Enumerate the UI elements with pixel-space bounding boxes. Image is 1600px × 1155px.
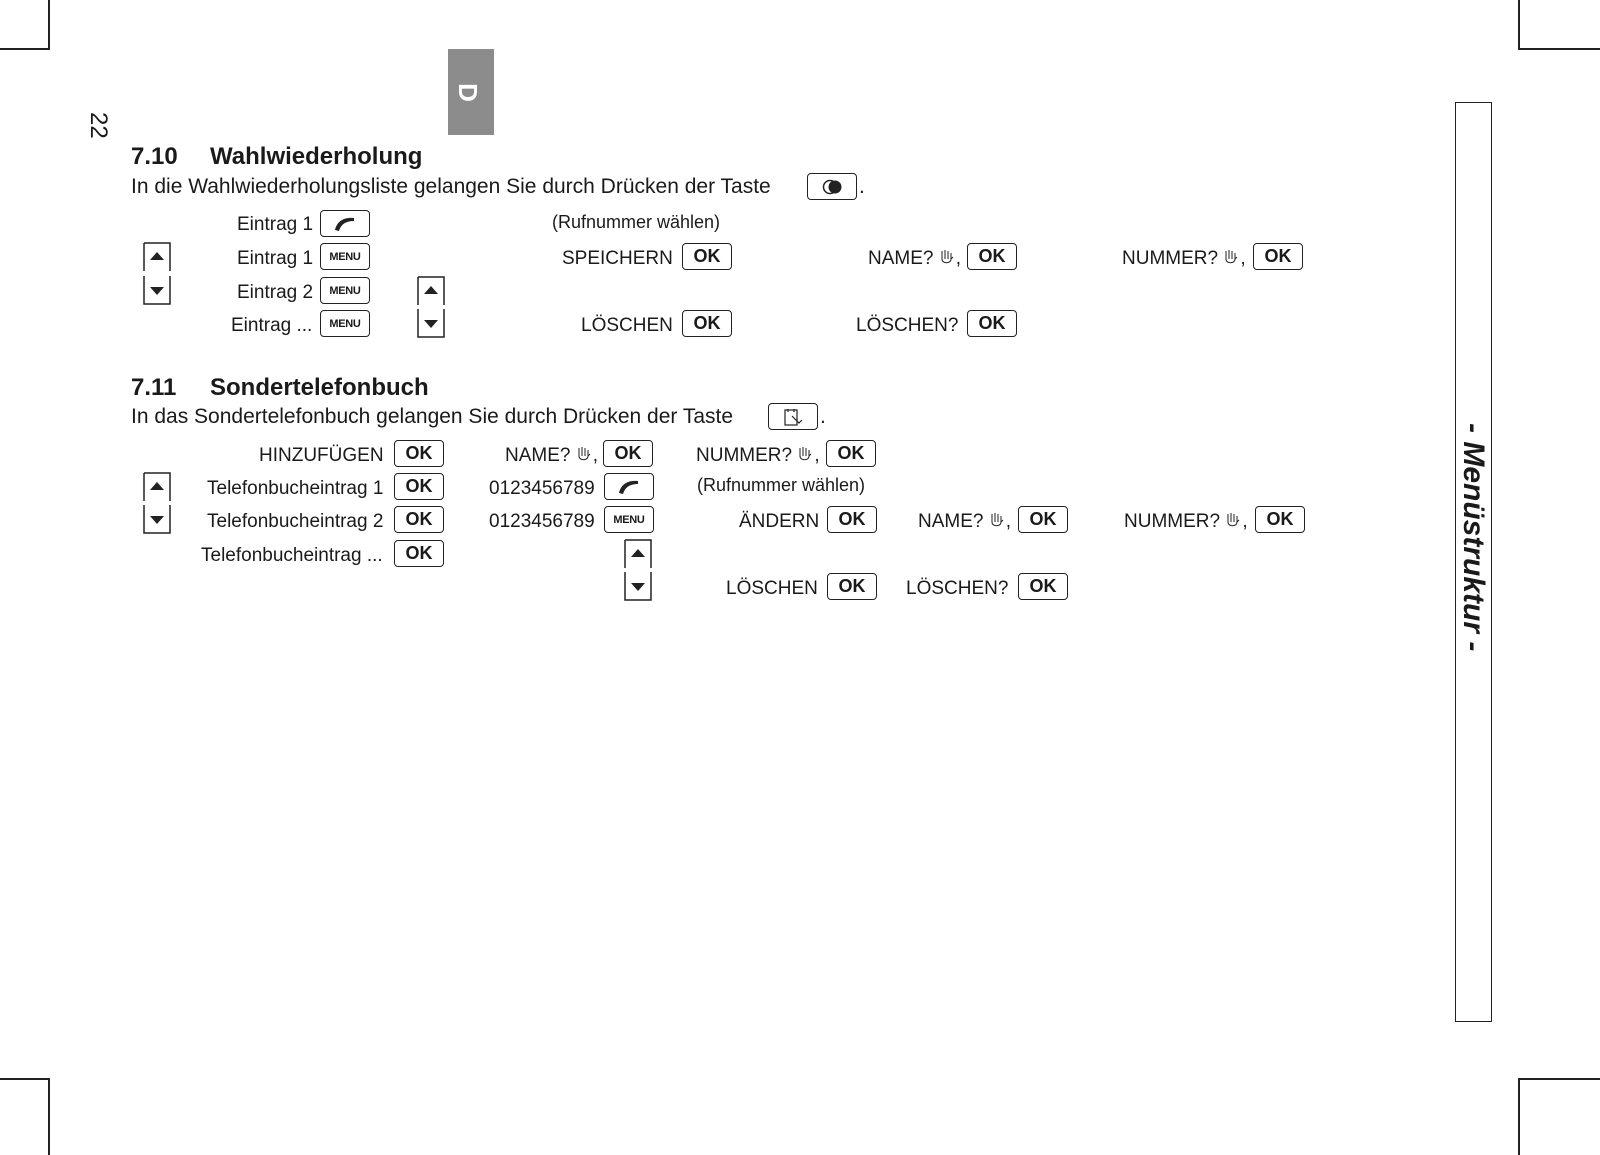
ok-key: OK (682, 310, 732, 337)
comma: , (814, 445, 820, 466)
section-710-title: Wahlwiederholung (210, 143, 423, 170)
delete-label: LÖSCHEN (726, 578, 818, 599)
menu-key: MENU (320, 243, 370, 270)
redial-key-icon (815, 179, 849, 195)
section-711-intro: In das Sondertelefonbuch gelangen Sie durch Drücken der Taste (131, 405, 734, 428)
ok-key: OK (394, 540, 444, 567)
redial-key (807, 173, 857, 200)
phonebook-key (768, 403, 818, 430)
section-710-intro-end: . (859, 175, 865, 198)
entry-label: Eintrag ... (231, 315, 313, 336)
menu-key: MENU (604, 506, 654, 533)
crop-mark-bottom-right (1518, 1078, 1600, 1155)
menu-key: MENU (320, 277, 370, 304)
menu-key: MENU (320, 310, 370, 337)
call-key (604, 473, 654, 500)
crop-mark-top-left (0, 0, 50, 50)
section-711-intro-end: . (820, 405, 826, 428)
keypad-icon (577, 446, 592, 463)
ok-key: OK (394, 473, 444, 500)
arrow-down-icon (143, 504, 171, 534)
phone-handset-icon (616, 478, 642, 496)
page-number: 22 (85, 112, 112, 139)
delete-confirm-label: LÖSCHEN? (856, 315, 959, 336)
ok-key: OK (603, 440, 653, 467)
ok-key: OK (967, 310, 1017, 337)
name-prompt-text: NAME? (868, 248, 934, 269)
phonebook-entry: Telefonbucheintrag 2 (207, 511, 384, 532)
section-710-number: 7.10 (131, 143, 178, 170)
sample-number: 0123456789 (489, 478, 595, 499)
name-prompt (868, 247, 961, 271)
comma: , (1242, 511, 1248, 532)
delete-confirm-label: LÖSCHEN? (906, 578, 1009, 599)
entry-label: Eintrag 1 (237, 248, 314, 269)
section-710-intro (131, 175, 771, 199)
arrow-down-icon (143, 275, 171, 305)
ok-key: OK (826, 440, 876, 467)
keypad-icon (1226, 512, 1241, 529)
arrow-up-icon (417, 276, 445, 306)
crop-mark-bottom-left (0, 1078, 50, 1155)
number-prompt-text: NUMMER? (696, 445, 793, 466)
comma: , (1005, 511, 1012, 532)
ok-key: OK (394, 440, 444, 467)
language-tab (448, 49, 494, 135)
comma: , (955, 248, 962, 269)
keypad-icon (798, 446, 813, 463)
sample-number: 0123456789 (489, 511, 595, 532)
comma: , (592, 445, 599, 466)
keypad-icon (990, 512, 1005, 529)
phone-handset-icon (332, 215, 358, 233)
name-prompt (505, 444, 598, 468)
ok-key: OK (1018, 506, 1068, 533)
arrow-up-icon (624, 539, 652, 569)
entry-label: Eintrag 1 (237, 214, 314, 235)
keypad-icon (940, 249, 955, 266)
ok-key: OK (827, 506, 877, 533)
comma: , (1240, 248, 1246, 269)
ok-key: OK (1018, 573, 1068, 600)
ok-key: OK (1253, 243, 1303, 270)
keypad-icon (1224, 249, 1239, 266)
dial-note: (Rufnummer wählen) (697, 475, 866, 495)
crop-mark-top-right (1518, 0, 1600, 50)
phonebook-entry: Telefonbucheintrag 1 (207, 478, 384, 499)
number-prompt (1124, 510, 1248, 534)
section-710-intro-text: In die Wahlwiederholungsliste gelangen Sie durch Drücken der Taste (131, 175, 771, 198)
arrow-up-icon (143, 472, 171, 502)
ok-key: OK (827, 573, 877, 600)
name-prompt-text: NAME? (505, 445, 571, 466)
name-prompt-text: NAME? (918, 511, 984, 532)
phonebook-key-icon (780, 407, 806, 427)
ok-key: OK (394, 506, 444, 533)
number-prompt (1122, 247, 1246, 271)
entry-label: Eintrag 2 (237, 282, 314, 303)
arrow-down-icon (624, 571, 652, 601)
name-prompt (918, 510, 1011, 534)
number-prompt-text: NUMMER? (1122, 248, 1219, 269)
side-title-box (1455, 102, 1492, 1022)
call-key (320, 210, 370, 237)
ok-key: OK (1255, 506, 1305, 533)
dial-note: (Rufnummer wählen) (552, 212, 721, 232)
ok-key: OK (967, 243, 1017, 270)
arrow-down-icon (417, 308, 445, 338)
delete-label: LÖSCHEN (581, 315, 673, 336)
change-label: ÄNDERN (739, 511, 820, 532)
add-label: HINZUFÜGEN (259, 445, 384, 466)
arrow-up-icon (143, 242, 171, 272)
section-711-title: Sondertelefonbuch (210, 374, 429, 401)
phonebook-entry: Telefonbucheintrag ... (201, 545, 383, 566)
number-prompt-text: NUMMER? (1124, 511, 1221, 532)
section-711-number: 7.11 (131, 374, 177, 401)
number-prompt (696, 444, 820, 468)
save-label: SPEICHERN (562, 248, 673, 269)
language-tab-label: D (452, 83, 483, 102)
ok-key: OK (682, 243, 732, 270)
side-title: - Menüstruktur - (1457, 423, 1490, 652)
